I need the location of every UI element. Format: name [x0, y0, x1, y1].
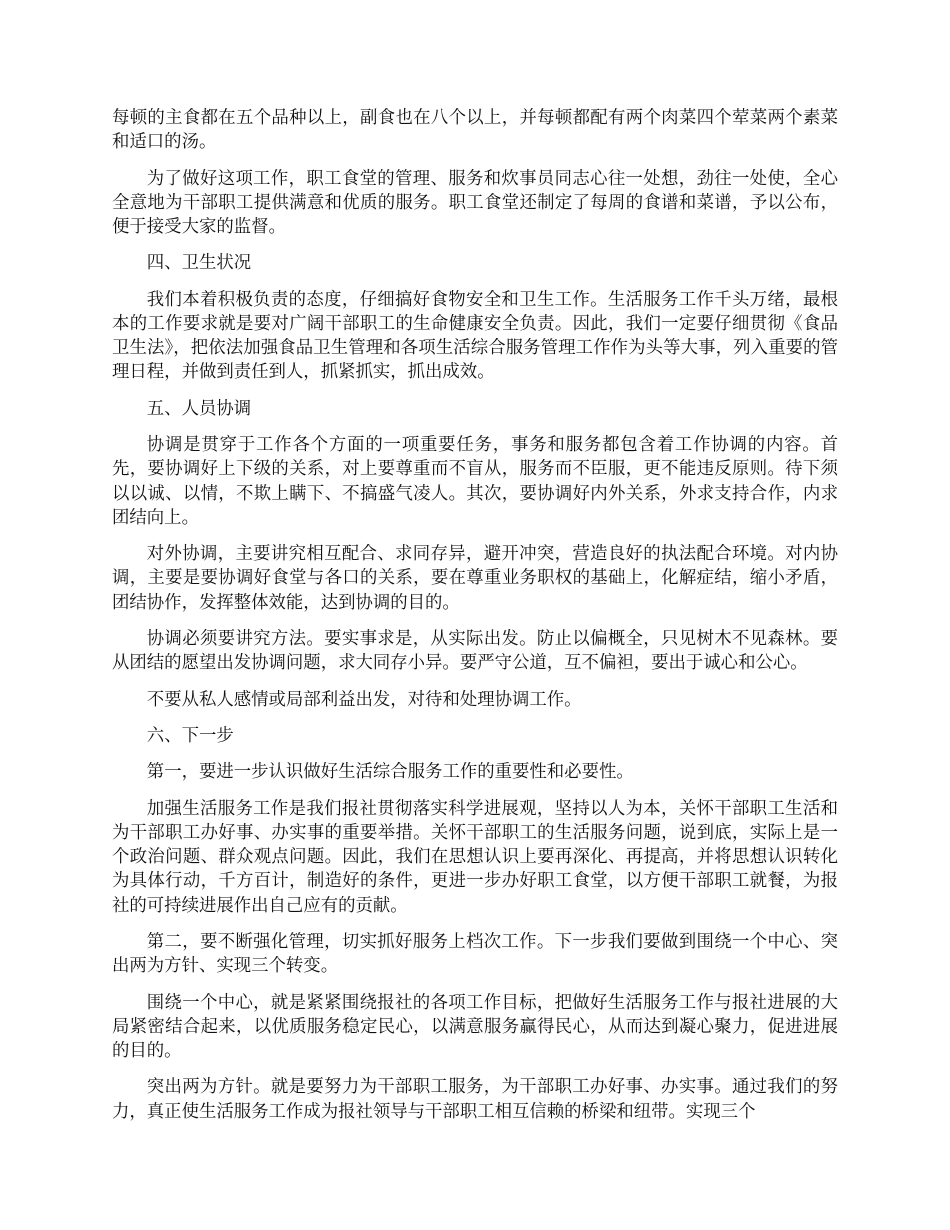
paragraph-one-center: 围绕一个中心，就是紧紧围绕报社的各项工作目标，把做好生活服务工作与报社进展的大局紧密结合起来，以优质服务稳定民心，以满意服务赢得民心，从而达到凝心聚力，促进进展的目的。: [112, 992, 838, 1061]
paragraph-second-point: 第二，要不断强化管理，切实抓好服务上档次工作。下一步我们要做到围绕一个中心、突出两为方针、实现三个转变。: [112, 931, 838, 977]
paragraph-canteen-service: 为了做好这项工作，职工食堂的管理、服务和炊事员同志心往一处想，劲往一处使，全心全意地为干部职工提供满意和优质的服务。职工食堂还制定了每周的食谱和菜谱，予以公布，便于接受大家的监督。: [112, 168, 838, 237]
paragraph-hygiene: 我们本着积极负责的态度，仔细搞好食物安全和卫生工作。生活服务工作千头万绪，最根本的工作要求就是要对广阔干部职工的生命健康安全负责。因此，我们一定要仔细贯彻《食品卫生法》，把依法加强食品卫生管理和各项生活综合服务管理工作作为头等大事，列入重要的管理日程，并做到责任到人，抓紧抓实，抓出成效。: [112, 289, 838, 383]
heading-coordination: 五、人员协调: [146, 398, 252, 419]
document-page: [112, 106, 838, 1136]
paragraph-two-principles: 突出两为方针。就是要努力为干部职工服务，为干部职工办好事、办实事。通过我们的努力，真正使生活服务工作成为报社领导与干部职工相互信赖的桥梁和纽带。实现三个: [112, 1077, 838, 1122]
paragraph-coordination-method: 协调必须要讲究方法。要实事求是，从实际出发。防止以偏概全，只见树木不见森林。要从团结的愿望出发协调问题，求大同存小异。要严守公道，互不偏袒，要出于诚心和公心。: [112, 628, 838, 674]
paragraph-staple-food: 每顿的主食都在五个品种以上，副食也在八个以上，并每顿都配有两个肉菜四个荤菜两个素菜和适口的汤。: [112, 108, 838, 153]
heading-next-steps: 六、下一步: [146, 725, 234, 746]
paragraph-coordination-task: 协调是贯穿于工作各个方面的一项重要任务，事务和服务都包含着工作协调的内容。首先，要协调好上下级的关系，对上要尊重而不盲从，服务而不臣服，更不能违反原则。待下须以以诚、以情，不欺上瞒下、不搞盛气凌人。其次，要协调好内外关系，外求支持合作，内求团结向上。: [112, 435, 838, 528]
paragraph-external-internal: 对外协调，主要讲究相互配合、求同存异，避开冲突，营造良好的执法配合环境。对内协调，主要是要协调好食堂与各口的关系，要在尊重业务职权的基础上，化解症结，缩小矛盾，团结协作，发挥整体效能，达到协调的目的。: [112, 544, 838, 613]
paragraph-first-point: 第一，要进一步认识做好生活综合服务工作的重要性和必要性。: [146, 762, 634, 783]
paragraph-no-personal-interest: 不要从私人感情或局部利益出发，对待和处理协调工作。: [146, 689, 582, 710]
heading-hygiene: 四、卫生状况: [146, 253, 252, 274]
paragraph-strengthen-service: 加强生活服务工作是我们报社贯彻落实科学进展观，坚持以人为本，关怀干部职工生活和为干部职工办好事、办实事的重要举措。关怀干部职工的生活服务问题，说到底，实际上是一个政治问题、群众观点问题。因此，我们在思想认识上要再深化、再提高，并将思想认识转化为具体行动，千方百计，制造好的条件，更进一步办好职工食堂，以方便干部职工就餐，为报社的可持续进展作出自己应有的贡献。: [112, 798, 838, 916]
